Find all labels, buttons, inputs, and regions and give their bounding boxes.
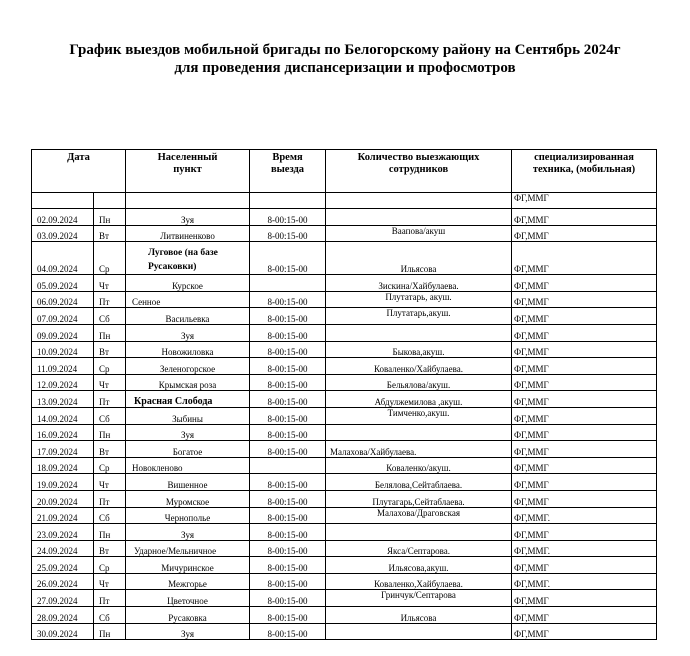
cell-staff: Ваапова/акуш xyxy=(326,225,512,242)
cell-date: 12.09.2024 xyxy=(32,374,94,391)
cell-day: Пн xyxy=(94,623,126,640)
cell-staff: Плутагарь,Сейтаблаева. xyxy=(326,490,512,507)
cell-staff: Плутатарь, акуш. xyxy=(326,291,512,308)
cell-staff xyxy=(326,209,512,226)
cell-place: Зыбины xyxy=(126,407,250,424)
cell-time: 8-00:15-00 xyxy=(250,590,326,607)
table-header-row xyxy=(32,150,657,193)
cell-time: 8-00:15-00 xyxy=(250,557,326,574)
schedule-table xyxy=(31,149,657,640)
cell-tech: ФГ,ММГ xyxy=(512,557,657,574)
cell-time xyxy=(250,275,326,292)
table-row xyxy=(32,424,657,441)
cell-tech: ФГ,ММГ xyxy=(512,275,657,292)
cell-place: Мичуринское xyxy=(126,557,250,574)
cell-day: Сб xyxy=(94,507,126,524)
cell-staff: Ильясова xyxy=(326,242,512,275)
table-row xyxy=(32,540,657,557)
cell-time: 8-00:15-00 xyxy=(250,407,326,424)
cell-time: 8-00:15-00 xyxy=(250,225,326,242)
cell-tech: ФГ,ММГ xyxy=(512,242,657,275)
cell-place: Курское xyxy=(126,275,250,292)
table-row xyxy=(32,490,657,507)
cell-place: Русаковка xyxy=(126,607,250,624)
cell-place: Новожиловка xyxy=(126,341,250,358)
cell-time: 8-00:15-00 xyxy=(250,524,326,541)
table-row xyxy=(32,557,657,574)
cell-date: 11.09.2024 xyxy=(32,358,94,375)
cell-tech: ФГ,ММГ xyxy=(512,407,657,424)
cell-staff xyxy=(326,324,512,341)
cell-day: Пт xyxy=(94,391,126,408)
cell-time xyxy=(250,457,326,474)
cell-tech: ФГ,ММГ xyxy=(512,341,657,358)
cell-tech: ФГ,ММГ xyxy=(512,607,657,624)
cell-place: Крымская роза xyxy=(126,374,250,391)
header-place: Населенный пункт xyxy=(126,150,250,193)
cell-date: 17.09.2024 xyxy=(32,441,94,458)
cell-day: Сб xyxy=(94,407,126,424)
cell-date: 16.09.2024 xyxy=(32,424,94,441)
cell-place: Литвиненково xyxy=(126,225,250,242)
cell-date: 05.09.2024 xyxy=(32,275,94,292)
table-row xyxy=(32,374,657,391)
cell-date: 28.09.2024 xyxy=(32,607,94,624)
cell-tech: ФГ,ММГ xyxy=(512,225,657,242)
cell-day: Сб xyxy=(94,308,126,325)
cell-date: 14.09.2024 xyxy=(32,407,94,424)
cell-time: 8-00:15-00 xyxy=(250,324,326,341)
cell-day: Пт xyxy=(94,490,126,507)
cell-place: Зуя xyxy=(126,424,250,441)
cell-day: Вт xyxy=(94,441,126,458)
cell-time: 8-00:15-00 xyxy=(250,424,326,441)
table-row xyxy=(32,358,657,375)
cell-date: 21.09.2024 xyxy=(32,507,94,524)
cell-day: Пн xyxy=(94,424,126,441)
cell-day: Пн xyxy=(94,324,126,341)
cell-tech: ФГ,ММГ xyxy=(512,490,657,507)
table-row xyxy=(32,623,657,640)
cell-date: 20.09.2024 xyxy=(32,490,94,507)
cell-staff: Зискина/Хайбулаева. xyxy=(326,275,512,292)
cell-time: 8-00:15-00 xyxy=(250,391,326,408)
cell-date: 02.09.2024 xyxy=(32,209,94,226)
cell-empty xyxy=(126,193,250,209)
cell-empty xyxy=(94,193,126,209)
cell-place: Луговое (на базе Русаковки) xyxy=(126,242,250,275)
cell-day: Вт xyxy=(94,225,126,242)
cell-date: 18.09.2024 xyxy=(32,457,94,474)
cell-day: Ср xyxy=(94,242,126,275)
table-row xyxy=(32,225,657,242)
cell-day: Сб xyxy=(94,607,126,624)
table-row xyxy=(32,590,657,607)
table-row xyxy=(32,441,657,458)
cell-tech: ФГ,ММГ xyxy=(512,209,657,226)
cell-time: 8-00:15-00 xyxy=(250,291,326,308)
cell-day: Чт xyxy=(94,374,126,391)
cell-date: 10.09.2024 xyxy=(32,341,94,358)
cell-day: Чт xyxy=(94,474,126,491)
table-row xyxy=(32,607,657,624)
header-tech: специализированная техника, (мобильная) xyxy=(512,150,657,193)
cell-place: Ударное/Мельничное xyxy=(126,540,250,557)
cell-time: 8-00:15-00 xyxy=(250,607,326,624)
cell-tech: ФГ,ММГ xyxy=(512,374,657,391)
cell-tech: ФГ,ММГ xyxy=(512,324,657,341)
header-date: Дата xyxy=(32,150,126,193)
cell-tech: ФГ,ММГ. xyxy=(512,573,657,590)
document-subtitle: для проведения диспансеризации и профосмотров xyxy=(174,60,516,76)
cell-empty xyxy=(32,193,94,209)
header-staff: Количество выезжающих сотрудников xyxy=(326,150,512,193)
cell-tech: ФГ,ММГ xyxy=(512,474,657,491)
cell-place: Чернополье xyxy=(126,507,250,524)
cell-tech: ФГ,ММГ xyxy=(512,424,657,441)
cell-place: Зеленогорское xyxy=(126,358,250,375)
cell-place: Муромское xyxy=(126,490,250,507)
cell-staff: Коваленко/акуш. xyxy=(326,457,512,474)
cell-empty xyxy=(250,193,326,209)
cell-place: Богатое xyxy=(126,441,250,458)
cell-place: Зуя xyxy=(126,209,250,226)
cell-time: 8-00:15-00 xyxy=(250,358,326,375)
cell-date: 24.09.2024 xyxy=(32,540,94,557)
table-row xyxy=(32,524,657,541)
cell-day: Вт xyxy=(94,540,126,557)
cell-place: Сенное xyxy=(126,291,250,308)
cell-date: 23.09.2024 xyxy=(32,524,94,541)
cell-time: 8-00:15-00 xyxy=(250,507,326,524)
table-row xyxy=(32,507,657,524)
cell-date: 03.09.2024 xyxy=(32,225,94,242)
cell-staff: Белялова,Сейтаблаева. xyxy=(326,474,512,491)
table-row xyxy=(32,209,657,226)
cell-empty xyxy=(326,193,512,209)
cell-date: 13.09.2024 xyxy=(32,391,94,408)
cell-day: Ср xyxy=(94,457,126,474)
cell-tech: ФГ,ММГ. xyxy=(512,540,657,557)
table-row xyxy=(32,242,657,275)
table-row xyxy=(32,341,657,358)
cell-time: 8-00:15-00 xyxy=(250,242,326,275)
cell-staff: Тимченко,акуш. xyxy=(326,407,512,424)
cell-staff xyxy=(326,424,512,441)
cell-date: 27.09.2024 xyxy=(32,590,94,607)
cell-staff xyxy=(326,623,512,640)
cell-place: Новокленово xyxy=(126,457,250,474)
cell-time: 8-00:15-00 xyxy=(250,209,326,226)
cell-place: Зуя xyxy=(126,623,250,640)
cell-staff: Ильясова,акуш. xyxy=(326,557,512,574)
table-row xyxy=(32,391,657,408)
cell-time: 8-00:15-00 xyxy=(250,623,326,640)
cell-day: Пт xyxy=(94,590,126,607)
cell-staff: Гринчук/Септарова xyxy=(326,590,512,607)
cell-day: Пн xyxy=(94,209,126,226)
cell-date: 09.09.2024 xyxy=(32,324,94,341)
cell-date: 26.09.2024 xyxy=(32,573,94,590)
cell-day: Пн xyxy=(94,524,126,541)
table-row xyxy=(32,324,657,341)
cell-tech: ФГ,ММГ xyxy=(512,308,657,325)
cell-tech: ФГ,ММГ xyxy=(512,524,657,541)
cell-staff: Якса/Септарова. xyxy=(326,540,512,557)
cell-staff xyxy=(326,524,512,541)
table-row xyxy=(32,573,657,590)
table-row xyxy=(32,291,657,308)
cell-staff: Коваленко,Хайбулаева. xyxy=(326,573,512,590)
table-row xyxy=(32,308,657,325)
header-time: Время выезда xyxy=(250,150,326,193)
cell-place: Красная Слобода xyxy=(126,391,250,408)
document-title: График выездов мобильной бригады по Белогорскому району на Сентябрь 2024г xyxy=(69,42,621,58)
cell-day: Пт xyxy=(94,291,126,308)
cell-time: 8-00:15-00 xyxy=(250,474,326,491)
cell-date: 04.09.2024 xyxy=(32,242,94,275)
cell-staff: Плутатарь,акуш. xyxy=(326,308,512,325)
cell-date: 07.09.2024 xyxy=(32,308,94,325)
cell-tech: ФГ,ММГ xyxy=(512,193,657,209)
cell-tech: ФГ,ММГ xyxy=(512,441,657,458)
cell-time: 8-00:15-00 xyxy=(250,490,326,507)
cell-place: Зуя xyxy=(126,524,250,541)
table-row xyxy=(32,474,657,491)
cell-date: 19.09.2024 xyxy=(32,474,94,491)
cell-time: 8-00:15-00 xyxy=(250,341,326,358)
cell-tech: ФГ,ММГ xyxy=(512,358,657,375)
table-row xyxy=(32,275,657,292)
cell-staff: Быкова,акуш. xyxy=(326,341,512,358)
table-row-blank xyxy=(32,193,657,209)
cell-date: 06.09.2024 xyxy=(32,291,94,308)
cell-day: Чт xyxy=(94,275,126,292)
cell-time: 8-00:15-00 xyxy=(250,540,326,557)
cell-date: 25.09.2024 xyxy=(32,557,94,574)
table-row xyxy=(32,457,657,474)
cell-tech: ФГ,ММГ xyxy=(512,457,657,474)
cell-tech: ФГ,ММГ xyxy=(512,291,657,308)
cell-time: 8-00:15-00 xyxy=(250,374,326,391)
cell-tech: ФГ,ММГ xyxy=(512,391,657,408)
table-body xyxy=(32,193,657,640)
cell-staff: Абдулжемилова ,акуш. xyxy=(326,391,512,408)
cell-tech: ФГ,ММГ xyxy=(512,590,657,607)
cell-place: Цветочное xyxy=(126,590,250,607)
cell-tech: ФГ,ММГ xyxy=(512,623,657,640)
cell-place: Вишенное xyxy=(126,474,250,491)
cell-day: Ср xyxy=(94,358,126,375)
cell-tech: ФГ,ММГ. xyxy=(512,507,657,524)
cell-date: 30.09.2024 xyxy=(32,623,94,640)
cell-staff: Бельялова/акуш. xyxy=(326,374,512,391)
cell-staff: Малахова/Драговская xyxy=(326,507,512,524)
cell-day: Вт xyxy=(94,341,126,358)
table-row xyxy=(32,407,657,424)
cell-time: 8-00:15-00 xyxy=(250,308,326,325)
cell-place: Межгорье xyxy=(126,573,250,590)
cell-staff: Малахова/Хайбулаева. xyxy=(326,441,512,458)
cell-staff: Ильясова xyxy=(326,607,512,624)
cell-place: Васильевка xyxy=(126,308,250,325)
cell-place: Зуя xyxy=(126,324,250,341)
cell-time: 8-00:15-00 xyxy=(250,573,326,590)
cell-day: Ср xyxy=(94,557,126,574)
cell-staff: Коваленко/Хайбулаева. xyxy=(326,358,512,375)
cell-day: Чт xyxy=(94,573,126,590)
cell-time: 8-00:15-00 xyxy=(250,441,326,458)
